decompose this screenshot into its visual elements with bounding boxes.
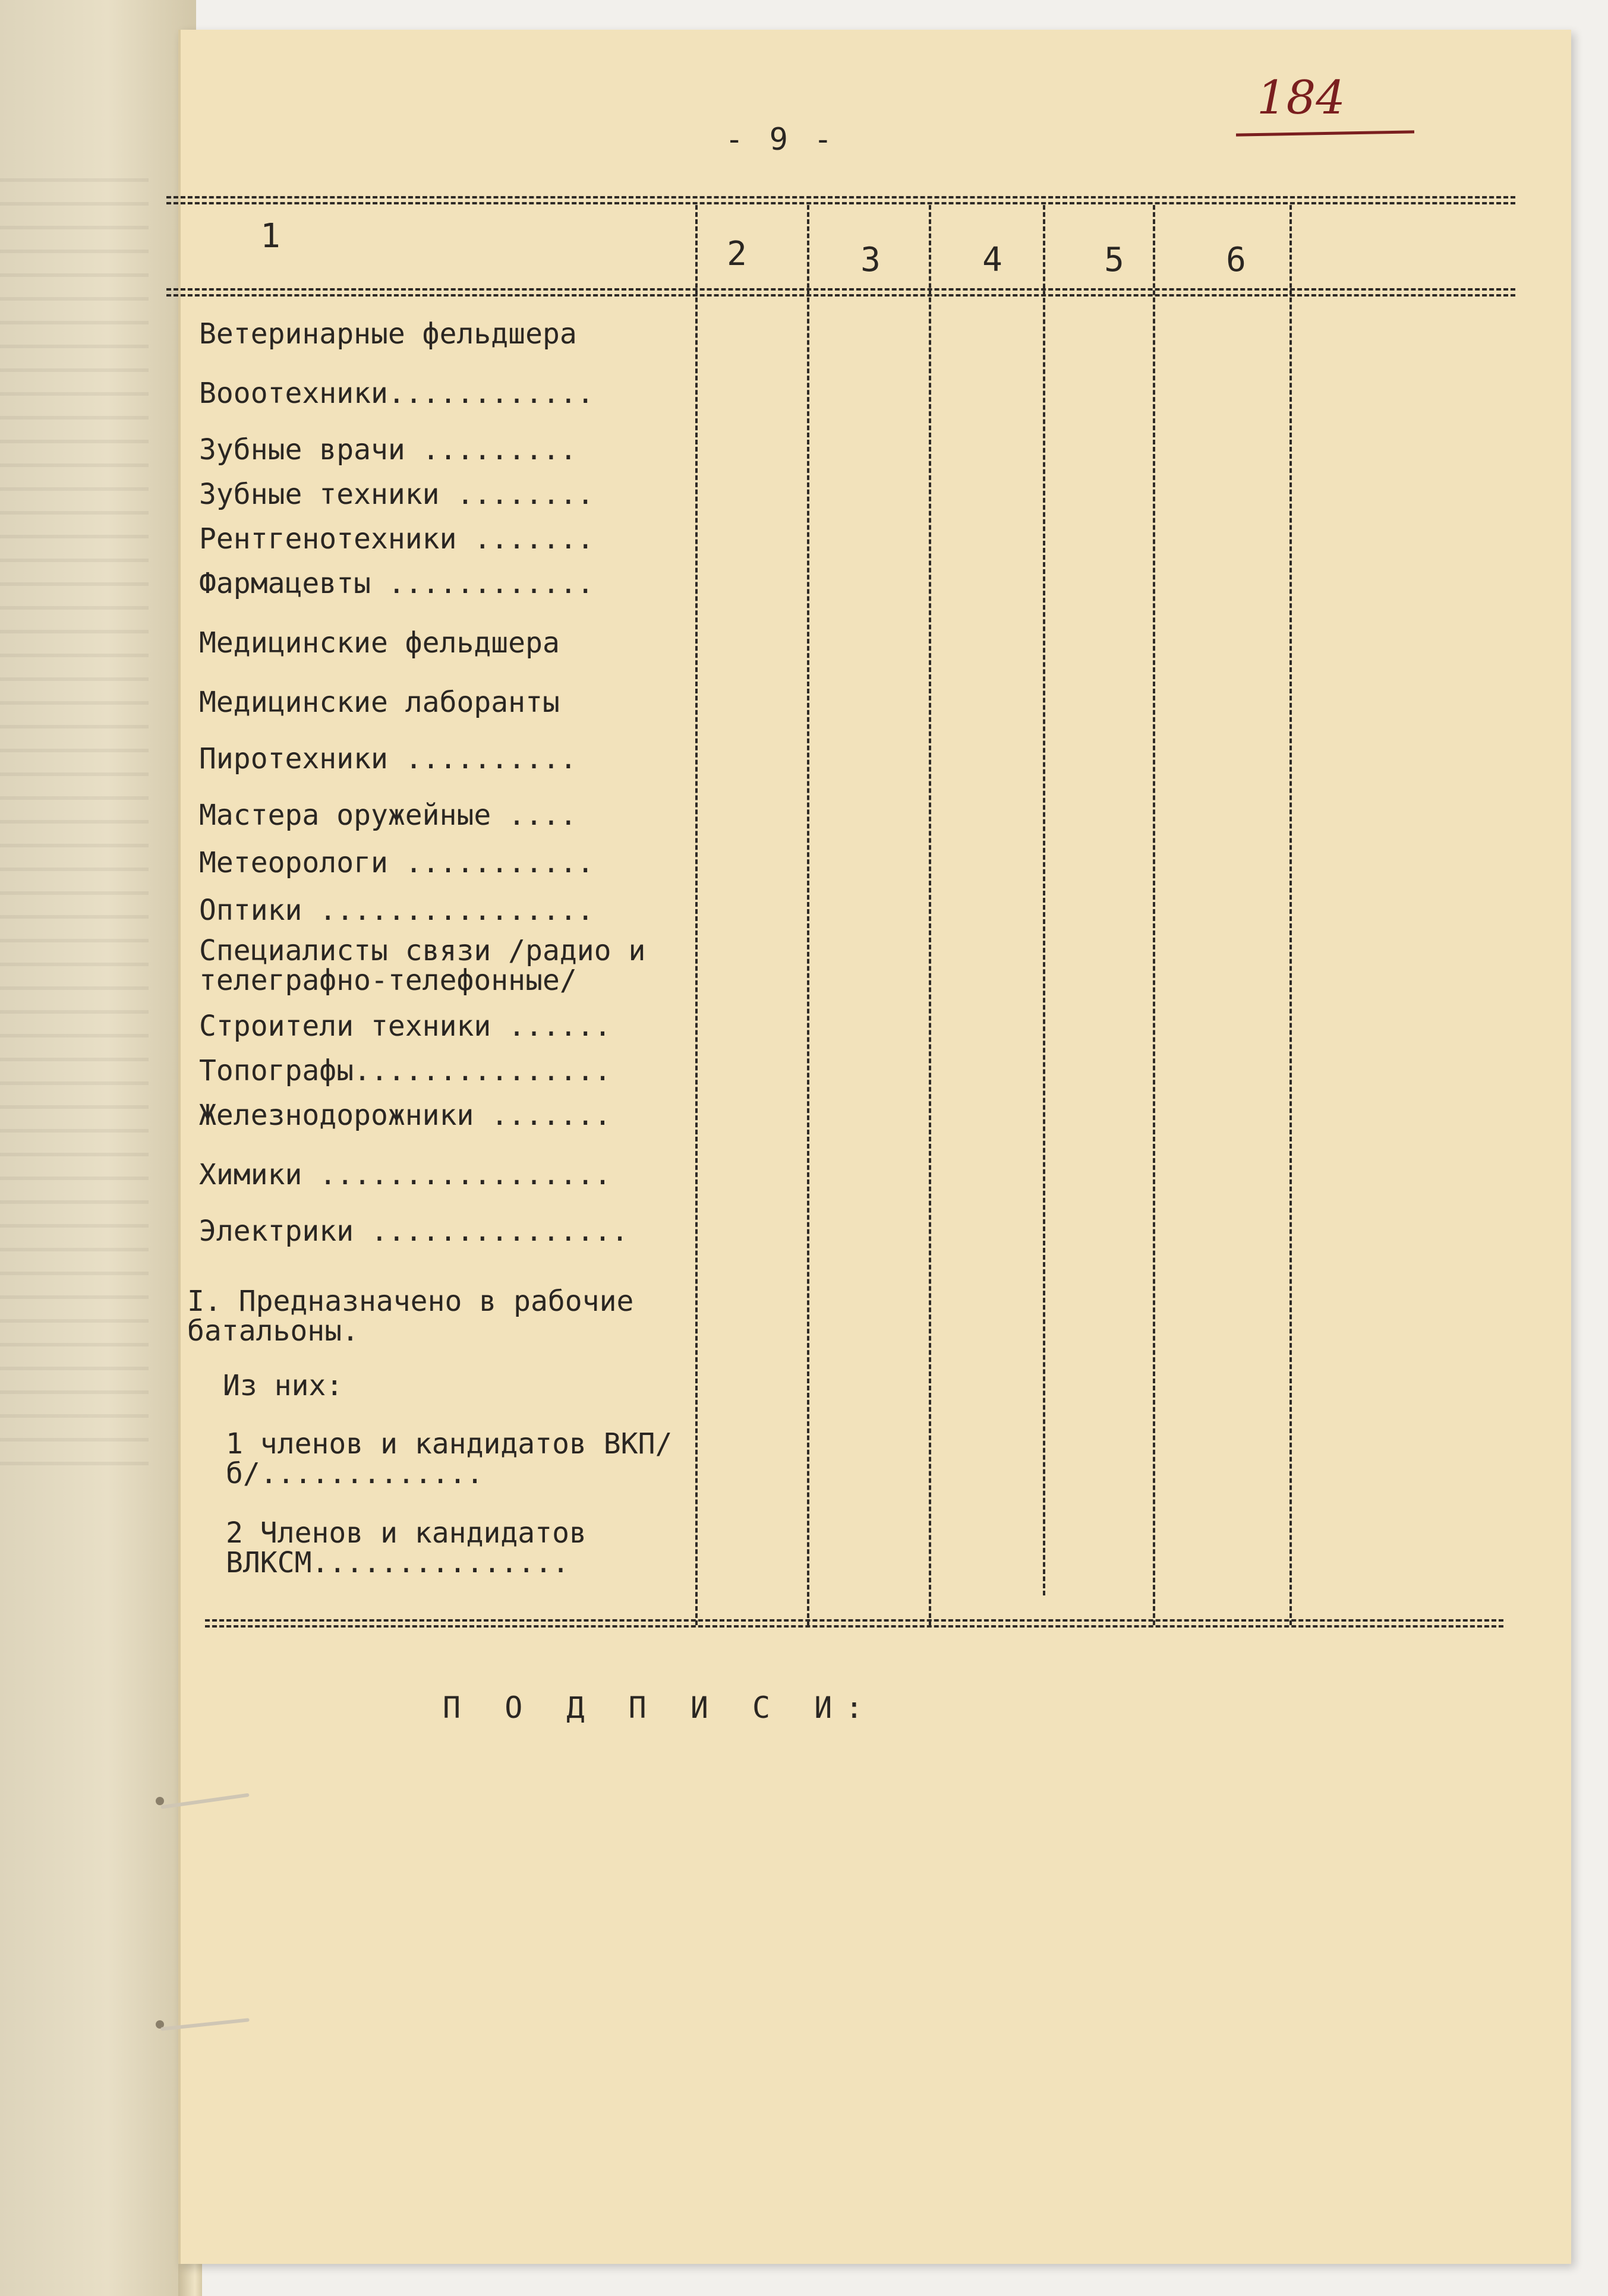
archive-folio-number: 184 <box>1257 71 1345 125</box>
table-row-label: Медицинские лаборанты <box>199 686 560 718</box>
table-row-label: Зубные техники ........ <box>199 478 594 510</box>
table-row-label: Ветеринарные фельдшера <box>199 318 577 350</box>
column-divider <box>1043 205 1045 1595</box>
table-row-label: Рентгенотехники ....... <box>199 523 594 555</box>
table-row-label: I. Предназначено в рабочие батальоны. <box>187 1286 634 1346</box>
column-header-4: 4 <box>982 241 1002 279</box>
adjacent-page <box>0 0 196 2296</box>
table-row-label: Топографы............... <box>199 1055 611 1087</box>
table-row-label: Химики ................. <box>199 1159 611 1191</box>
column-divider <box>929 205 931 1625</box>
column-divider <box>1289 205 1292 1625</box>
table-bottom-rule <box>205 1619 1503 1628</box>
signatures-label: П О Д П И С И: <box>443 1691 876 1725</box>
table-row-label: Фармацевты ............ <box>199 567 594 600</box>
table-row-label: Вооотехники............ <box>199 377 594 409</box>
table-row-label: Строители техники ...... <box>199 1010 611 1042</box>
table-row-label: 2 Членов и кандидатов ВЛКСМ............... <box>226 1518 587 1578</box>
column-header-6: 6 <box>1226 241 1246 279</box>
table-row-label: Мастера оружейные .... <box>199 799 577 831</box>
table-row-label: Пиротехники .......... <box>199 743 577 775</box>
column-divider <box>695 205 698 1625</box>
table-row-label: Медицинские фельдшера <box>199 627 560 659</box>
table-row-label: Зубные врачи ......... <box>199 434 577 466</box>
table-row-label: Из них: <box>223 1370 343 1402</box>
table-header-rule <box>166 288 1515 297</box>
table-row-label: Метеорологи ........... <box>199 847 594 879</box>
column-header-2: 2 <box>727 235 747 273</box>
page-number: - 9 - <box>725 122 836 157</box>
bleed-through-text <box>0 178 149 1486</box>
column-header-1: 1 <box>260 217 280 256</box>
table-row-label: Железнодорожники ....... <box>199 1099 611 1131</box>
table-row-label: Оптики ................ <box>199 894 594 926</box>
table-row-label: 1 членов и кандидатов ВКП/б/............. <box>226 1429 673 1488</box>
table-row-label: Специалисты связи /радио и телеграфно-телефонные/ <box>199 936 646 995</box>
table-row-label: Электрики ............... <box>199 1215 629 1247</box>
column-header-5: 5 <box>1104 241 1124 279</box>
column-divider <box>1153 205 1155 1625</box>
document-sheet <box>178 30 1571 2264</box>
table-top-rule <box>166 196 1515 204</box>
column-divider <box>807 205 809 1625</box>
column-header-3: 3 <box>860 241 881 279</box>
binding-hole-top <box>156 1797 164 1805</box>
